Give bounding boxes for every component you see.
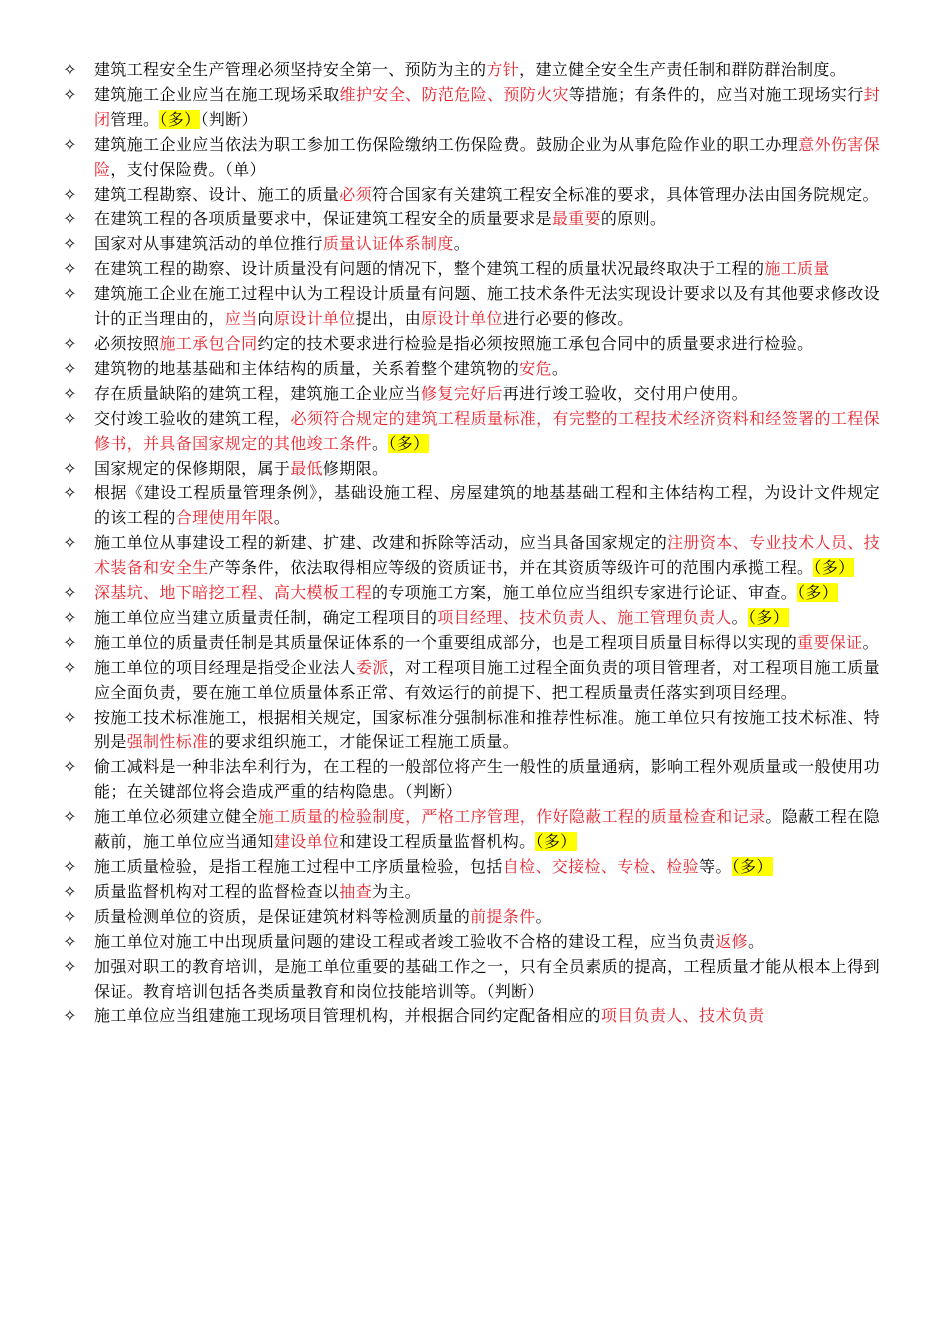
item-text: 修期限。	[322, 458, 389, 478]
list-item	[0, 581, 950, 606]
item-text: （判断）	[200, 109, 258, 129]
list-item	[0, 332, 950, 357]
item-text: 施工单位必须建立健全	[94, 807, 258, 827]
diamond-bullet-icon: ✧	[63, 632, 77, 652]
item-text: 在建筑工程的各项质量要求中，保证建筑工程安全的质量要求是	[94, 209, 552, 229]
emphasis-text: 原设计单位	[273, 309, 356, 329]
diamond-bullet-icon: ✧	[63, 284, 77, 304]
item-text: 施工单位的质量责任制是其质量保证体系的一个重要组成部分，也是工程项目质量目标得以实现的	[94, 632, 798, 652]
list-item	[0, 207, 950, 232]
item-text: 再进行竣工验收，交付用户使用。	[502, 383, 749, 403]
list-item	[0, 407, 950, 457]
item-text: 施工单位从事建设工程的新建、扩建、改建和拆除等活动，应当具备国家规定的	[94, 533, 668, 553]
item-text: 。	[748, 931, 765, 951]
emphasis-text: 原设计单位	[421, 309, 503, 329]
diamond-bullet-icon: ✧	[63, 906, 77, 926]
item-text: 提出，由	[355, 309, 422, 329]
list-item	[0, 457, 950, 482]
list-item	[0, 282, 950, 332]
diamond-bullet-icon: ✧	[63, 84, 77, 104]
item-text: 的要求组织施工，才能保证工程施工质量。	[208, 732, 520, 752]
emphasis-text: 最重要	[551, 209, 601, 229]
item-text: 。	[371, 433, 389, 453]
diamond-bullet-icon: ✧	[63, 358, 77, 378]
bullet-list	[0, 58, 950, 1029]
diamond-bullet-icon: ✧	[63, 807, 77, 827]
emphasis-text: 返修	[715, 931, 749, 951]
list-item	[0, 656, 950, 706]
item-text: 。	[731, 607, 749, 627]
diamond-bullet-icon: ✧	[63, 209, 77, 229]
diamond-bullet-icon: ✧	[63, 184, 77, 204]
diamond-bullet-icon: ✧	[63, 757, 77, 777]
item-text: 加强对职工的教育培训，是施工单位重要的基础工作之一，只有全员素质的提高，工程质量才能从根本上得到保证。教育培训包括各类质量教育和岗位技能培训等。（判断）	[94, 956, 880, 1001]
item-text: 建筑工程安全生产管理必须坚持安全第一、预防为主的	[94, 60, 487, 79]
emphasis-text: 注册资本、专业技术人员、技术装备和安全生	[94, 533, 880, 578]
diamond-bullet-icon: ✧	[63, 483, 77, 503]
diamond-bullet-icon: ✧	[63, 707, 77, 727]
list-item	[0, 1004, 950, 1029]
emphasis-text: 自检、交接检、专检、检验	[502, 857, 699, 876]
question-type-badge: （多）	[797, 583, 839, 603]
diamond-bullet-icon: ✧	[63, 383, 77, 403]
item-text: 施工单位的项目经理是指受企业法人	[94, 657, 356, 677]
question-type-badge: （多）	[159, 109, 201, 129]
emphasis-text: 最低	[290, 458, 323, 478]
emphasis-text: 安危	[519, 358, 552, 378]
diamond-bullet-icon: ✧	[63, 956, 77, 976]
item-text: 的原则。	[600, 209, 667, 229]
item-text: 质量检测单位的资质，是保证建筑材料等检测质量的	[94, 906, 471, 926]
emphasis-text: 必须	[339, 184, 372, 204]
list-item	[0, 755, 950, 805]
emphasis-text: 委派	[356, 657, 389, 677]
item-text: 交付竣工验收的建筑工程，	[94, 408, 291, 428]
emphasis-text: 维护安全、防范危险、预防火灾	[339, 84, 569, 104]
item-text: 。	[551, 358, 569, 378]
diamond-bullet-icon: ✧	[63, 60, 77, 79]
emphasis-text: 项目负责人、技术负责	[600, 1006, 765, 1026]
emphasis-text: 前提条件	[470, 906, 536, 926]
emphasis-text: 方针	[486, 60, 520, 79]
list-item	[0, 133, 950, 183]
diamond-bullet-icon: ✧	[63, 657, 77, 677]
emphasis-text: 修复完好后	[421, 383, 503, 403]
diamond-bullet-icon: ✧	[63, 533, 77, 553]
diamond-bullet-icon: ✧	[63, 333, 77, 353]
item-text: 在建筑工程的勘察、设计质量没有问题的情况下，整个建筑工程的质量状况最终取决于工程的	[94, 259, 765, 279]
list-item	[0, 706, 950, 756]
list-item	[0, 357, 950, 382]
diamond-bullet-icon: ✧	[63, 607, 77, 627]
item-text: 向	[257, 309, 274, 329]
emphasis-text: 施工承包合同	[159, 333, 258, 353]
item-text: 符合国家有关建筑工程安全标准的要求，具体管理办法由国务院规定。	[371, 184, 879, 204]
list-item	[0, 855, 950, 880]
list-item	[0, 905, 950, 930]
emphasis-text: 合理使用年限	[175, 508, 274, 528]
item-text: 施工单位应当建立质量责任制，确定工程项目的	[94, 607, 438, 627]
list-item	[0, 183, 950, 208]
item-text: 。	[453, 234, 471, 254]
item-text: 管理。	[110, 109, 160, 129]
diamond-bullet-icon: ✧	[63, 857, 77, 876]
list-item	[0, 257, 950, 282]
question-type-badge: （多）	[813, 558, 855, 578]
list-item	[0, 805, 950, 855]
diamond-bullet-icon: ✧	[63, 881, 77, 901]
item-text: 存在质量缺陷的建筑工程，建筑施工企业应当	[94, 383, 422, 403]
list-item	[0, 531, 950, 581]
item-text: 等。	[698, 857, 732, 876]
list-item	[0, 955, 950, 1005]
diamond-bullet-icon: ✧	[63, 583, 77, 603]
emphasis-text: 深基坑、地下暗挖工程、高大模板工程	[94, 583, 372, 603]
list-item	[0, 880, 950, 905]
item-text: ，支付保险费。（单）	[110, 159, 266, 179]
item-text: 产等条件，依法取得相应等级的资质证书，并在其资质等级许可的范围内承揽工程。	[208, 558, 814, 578]
item-text: 国家对从事建筑活动的单位推行	[94, 234, 323, 254]
emphasis-text: 施工质量	[764, 259, 830, 279]
emphasis-text: 施工质量的检验制度，严格工序管理，作好隐蔽工程的质量检查和记录	[257, 807, 766, 827]
item-text: 。	[535, 906, 552, 926]
item-text: ，建立健全安全生产责任制和群防群治制度。	[519, 60, 847, 79]
list-item	[0, 606, 950, 631]
item-text: 。隐蔽工程在隐蔽前，施工单位应当通知	[94, 807, 880, 852]
emphasis-text: 抽查	[339, 881, 372, 901]
diamond-bullet-icon: ✧	[63, 134, 77, 154]
list-item	[0, 631, 950, 656]
question-type-badge: （多）	[535, 832, 577, 852]
diamond-bullet-icon: ✧	[63, 408, 77, 428]
emphasis-text: 重要保证	[797, 632, 863, 652]
item-text: 约定的技术要求进行检验是指必须按照施工承包合同中的质量要求进行检验。	[257, 333, 814, 353]
list-item	[0, 232, 950, 257]
emphasis-text: 质量认证体系制度	[322, 234, 454, 254]
item-text: 施工单位应当组建施工现场项目管理机构，并根据合同约定配备相应的	[94, 1006, 601, 1026]
emphasis-text: 强制性标准	[126, 732, 209, 752]
item-text: 和建设工程质量监督机构。	[339, 832, 536, 852]
diamond-bullet-icon: ✧	[63, 931, 77, 951]
item-text: 偷工减料是一种非法牟利行为，在工程的一般部位将产生一般性的质量通病，影响工程外观质量或一般使用功能；在关键部位将会造成严重的结构隐患。（判断）	[94, 757, 880, 802]
diamond-bullet-icon: ✧	[63, 1006, 77, 1026]
item-text: 建筑物的地基基础和主体结构的质量，关系着整个建筑物的	[94, 358, 520, 378]
item-text: ，对工程项目施工过程全面负责的项目管理者，对工程项目施工质量应全面负责，要在施工单位质量体系正常、有效运行的前提下、把工程质量责任落实到项目经理。	[94, 657, 880, 702]
item-text: 国家规定的保修期限，属于	[94, 458, 291, 478]
item-text: 进行必要的修改。	[502, 309, 634, 329]
diamond-bullet-icon: ✧	[63, 234, 77, 254]
item-text: 的专项施工方案，施工单位应当组织专家进行论证、审查。	[371, 583, 798, 603]
list-item	[0, 58, 950, 83]
item-text: 。	[273, 508, 291, 528]
item-text: 建筑施工企业应当依法为职工参加工伤保险缴纳工伤保险费。鼓励企业为从事危险作业的职工办理	[94, 134, 799, 154]
item-text: 。	[862, 632, 879, 652]
item-text: 建筑施工企业在施工过程中认为工程设计质量有问题、施工技术条件无法实现设计要求以及有其他要求修改设计的正当理由的，	[94, 284, 880, 329]
item-text: 等措施；有条件的，应当对施工现场实行	[568, 84, 864, 104]
item-text: 根据《建设工程质量管理条例》，基础设施工程、房屋建筑的地基基础工程和主体结构工程，为设计文件规定的该工程的	[94, 483, 880, 528]
item-text: 按施工技术标准施工，根据相关规定，国家标准分强制标准和推荐性标准。施工单位只有按施工技术标准、特别是	[94, 707, 880, 752]
question-type-badge: （多）	[731, 857, 773, 876]
emphasis-text: 应当	[224, 309, 258, 329]
item-text: 为主。	[371, 881, 422, 901]
list-item	[0, 83, 950, 133]
emphasis-text: 项目经理、技术负责人、施工管理负责人	[437, 607, 732, 627]
emphasis-text: 封闭	[94, 84, 880, 129]
item-text: 施工单位对施工中出现质量问题的建设工程或者竣工验收不合格的建设工程，应当负责	[94, 931, 716, 951]
list-item	[0, 481, 950, 531]
item-text: 建筑工程勘察、设计、施工的质量	[94, 184, 340, 204]
emphasis-text: 意外伤害保险	[94, 134, 880, 179]
list-item	[0, 930, 950, 955]
list-item	[0, 382, 950, 407]
emphasis-text: 必须符合规定的建筑工程质量标准，有完整的工程技术经济资料和经签署的工程保修书，并具备国家规定的其他竣工条件	[94, 408, 881, 453]
diamond-bullet-icon: ✧	[63, 259, 77, 279]
diamond-bullet-icon: ✧	[63, 458, 77, 478]
question-type-badge: （多）	[388, 433, 430, 453]
item-text: 质量监督机构对工程的监督检查以	[94, 881, 340, 901]
item-text: 建筑施工企业应当在施工现场采取	[94, 84, 340, 104]
emphasis-text: 建设单位	[273, 832, 340, 852]
question-type-badge: （多）	[748, 607, 790, 627]
item-text: 施工质量检验，是指工程施工过程中工序质量检验，包括	[94, 857, 503, 876]
item-text: 必须按照	[94, 333, 160, 353]
